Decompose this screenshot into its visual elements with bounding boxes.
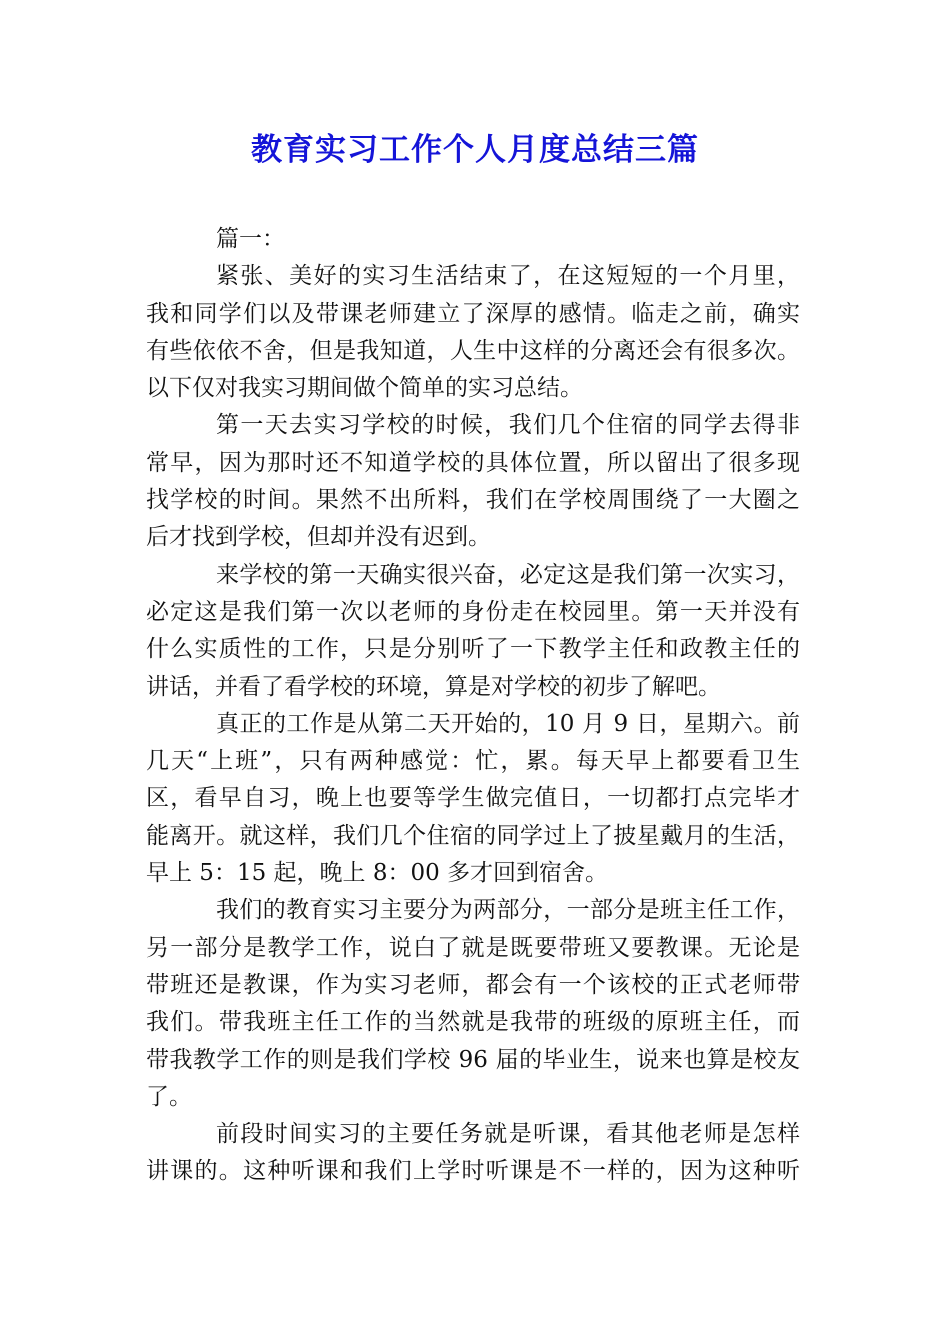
text-line: 来学校的第一天确实很兴奋，必定这是我们第一次实习， [216,561,800,588]
text-line: 后才找到学校，但却并没有迟到。 [146,524,491,551]
text-line: 带班还是教课，作为实习老师，都会有一个该校的正式老师带 [146,971,800,998]
text-line: 前段时间实习的主要任务就是听课，看其他老师是怎样 [216,1121,800,1148]
paragraph [146,557,800,706]
text-line: 有些依依不舍，但是我知道，人生中这样的分离还会有很多次。 [146,337,800,364]
text-line: 了。 [146,1083,192,1110]
document-body [146,221,800,1191]
text-line: 另一部分是教学工作，说白了就是既要带班又要教课。无论是 [146,934,800,961]
text-line: 讲话，并看了看学校的环境，算是对学校的初步了解吧。 [146,673,721,700]
paragraph [146,407,800,556]
paragraph [146,258,800,407]
text-line: 区，看早自习，晚上也要等学生做完值日，一切都打点完毕才 [146,785,800,812]
paragraph [146,706,800,892]
text-line: 我们。带我班主任工作的当然就是我带的班级的原班主任，而 [146,1009,800,1036]
section-label: 篇一： [216,226,285,252]
text-line: 常早，因为那时还不知道学校的具体位置，所以留出了很多现 [146,449,800,476]
text-line: 什么实质性的工作，只是分别听了一下教学主任和政教主任的 [146,636,800,663]
text-line: 找学校的时间。果然不出所料，我们在学校周围绕了一大圈之 [146,487,800,514]
text-line: 能离开。就这样，我们几个住宿的同学过上了披星戴月的生活， [146,822,800,849]
text-line: 以下仅对我实习期间做个简单的实习总结。 [146,375,583,402]
text-line: 真正的工作是从第二天开始的，10 月 9 日，星期六。前 [216,710,800,737]
text-line: 早上 5：15 起，晚上 8：00 多才回到宿舍。 [146,860,609,887]
text-line: 第一天去实习学校的时候，我们几个住宿的同学去得非 [216,412,800,439]
document-title: 教育实习工作个人月度总结三篇 [251,132,699,168]
text-line: 我们的教育实习主要分为两部分，一部分是班主任工作， [216,897,800,924]
text-line: 几天“上班”，只有两种感觉：忙，累。每天早上都要看卫生 [146,748,800,775]
text-line: 带我教学工作的则是我们学校 96 届的毕业生，说来也算是校友 [146,1046,800,1073]
text-line: 紧张、美好的实习生活结束了，在这短短的一个月里， [216,263,800,290]
text-line: 讲课的。这种听课和我们上学时听课是不一样的，因为这种听 [146,1158,800,1185]
text-line: 我和同学们以及带课老师建立了深厚的感情。临走之前，确实 [146,300,800,327]
paragraph [146,1116,800,1191]
paragraph [146,892,800,1116]
text-line: 必定这是我们第一次以老师的身份走在校园里。第一天并没有 [146,598,800,625]
